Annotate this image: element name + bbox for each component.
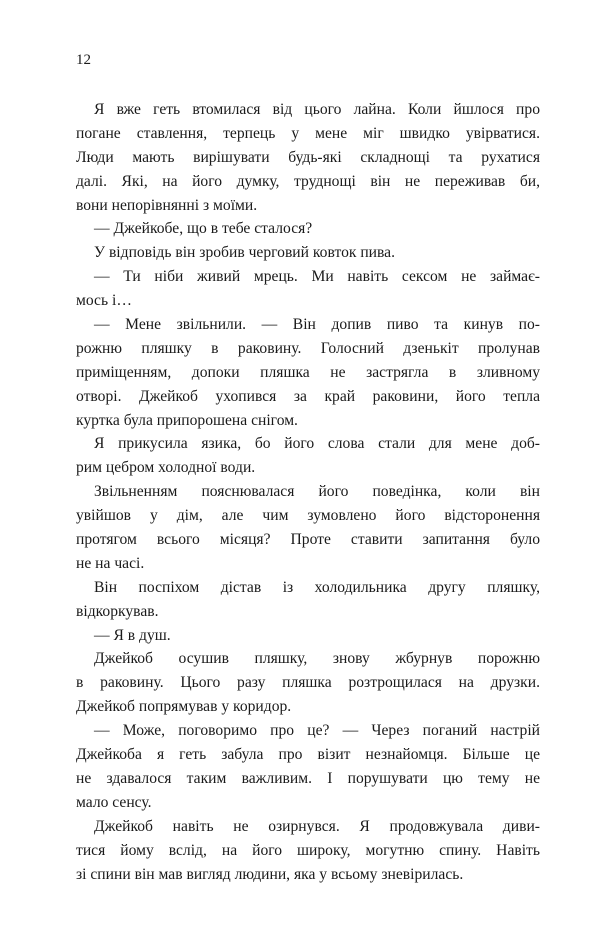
text-line: У відповідь він зробив черговий ковток пива. (94, 244, 396, 262)
text-line: — Я в душ. (94, 626, 171, 644)
paragraph (76, 313, 540, 432)
text-line: куртка була припорошена снігом. (76, 411, 298, 429)
paragraph (76, 624, 540, 648)
paragraph (76, 265, 540, 313)
text-line: далі. Які, на його думку, труднощі він не переживав би, (76, 172, 540, 190)
text-line: погане ставлення, терпець у мене міг швидко увірватися. (76, 124, 540, 142)
text-line: — Ти ніби живий мрець. Ми навіть сексом не займає- (94, 268, 540, 286)
text-line: Він поспіхом дістав із холодильника другу пляшку, (94, 578, 540, 596)
text-line: Звільненням пояснювалася його поведінка, коли він (94, 483, 540, 501)
text-line: — Мене звільнили. — Він допив пиво та кинув по- (94, 316, 540, 334)
body-text (76, 98, 540, 886)
paragraph (76, 815, 540, 887)
text-line: не здавалося таким важливим. І порушувати цю тему не (76, 769, 540, 787)
text-line: рожню пляшку в раковину. Голосний дзенькіт пролунав (76, 339, 540, 357)
text-line: Джейкоб осушив пляшку, знову жбурнув порожню (94, 650, 540, 668)
text-line: — Може, поговоримо про це? — Через поганий настрій (94, 722, 540, 740)
page-number: 12 (76, 52, 91, 68)
paragraph (76, 98, 540, 217)
text-line: Джейкоба я геть забула про візит незнайомця. Більше це (76, 746, 540, 764)
paragraph (76, 217, 540, 241)
text-line: Я прикусила язика, бо його слова стали для мене доб- (94, 435, 540, 453)
text-line: мось і… (76, 292, 132, 310)
text-line: тися йому вслід, на його широку, могутню спину. Навіть (76, 841, 540, 859)
text-line: зі спини він мав вигляд людини, яка у всьому зневірилась. (76, 865, 464, 883)
paragraph (76, 647, 540, 719)
text-line: рим цебром холодної води. (76, 459, 256, 477)
text-line: приміщенням, допоки пляшка не застрягла в зливному (76, 363, 540, 381)
paragraph (76, 241, 540, 265)
text-line: Я вже геть втомилася від цього лайна. Коли йшлося про (94, 101, 540, 118)
text-line: Джейкоб навіть не озирнувся. Я продовжувала диви- (94, 817, 540, 835)
text-line: увійшов у дім, але чим зумовлено його відсторонення (76, 507, 540, 525)
paragraph (76, 576, 540, 624)
text-line: Люди мають вирішувати будь-які складнощі та рухатися (76, 148, 540, 166)
paragraph (76, 719, 540, 815)
text-line: відкоркував. (76, 602, 159, 620)
text-line: мало сенсу. (76, 793, 152, 811)
text-line: отворі. Джейкоб ухопився за край раковини, його тепла (76, 387, 540, 405)
paragraph (76, 480, 540, 576)
text-line: вони непорівнянні з моїми. (76, 196, 258, 214)
paragraph (76, 432, 540, 480)
text-line: не на часі. (76, 554, 145, 572)
text-line: в раковину. Цього разу пляшка розтрощилася на друзки. (76, 674, 540, 692)
text-line: Джейкоб попрямував у коридор. (76, 698, 292, 716)
text-line: протягом всього місяця? Проте ставити запитання було (76, 531, 540, 549)
text-line: — Джейкобе, що в тебе сталося? (94, 220, 313, 238)
